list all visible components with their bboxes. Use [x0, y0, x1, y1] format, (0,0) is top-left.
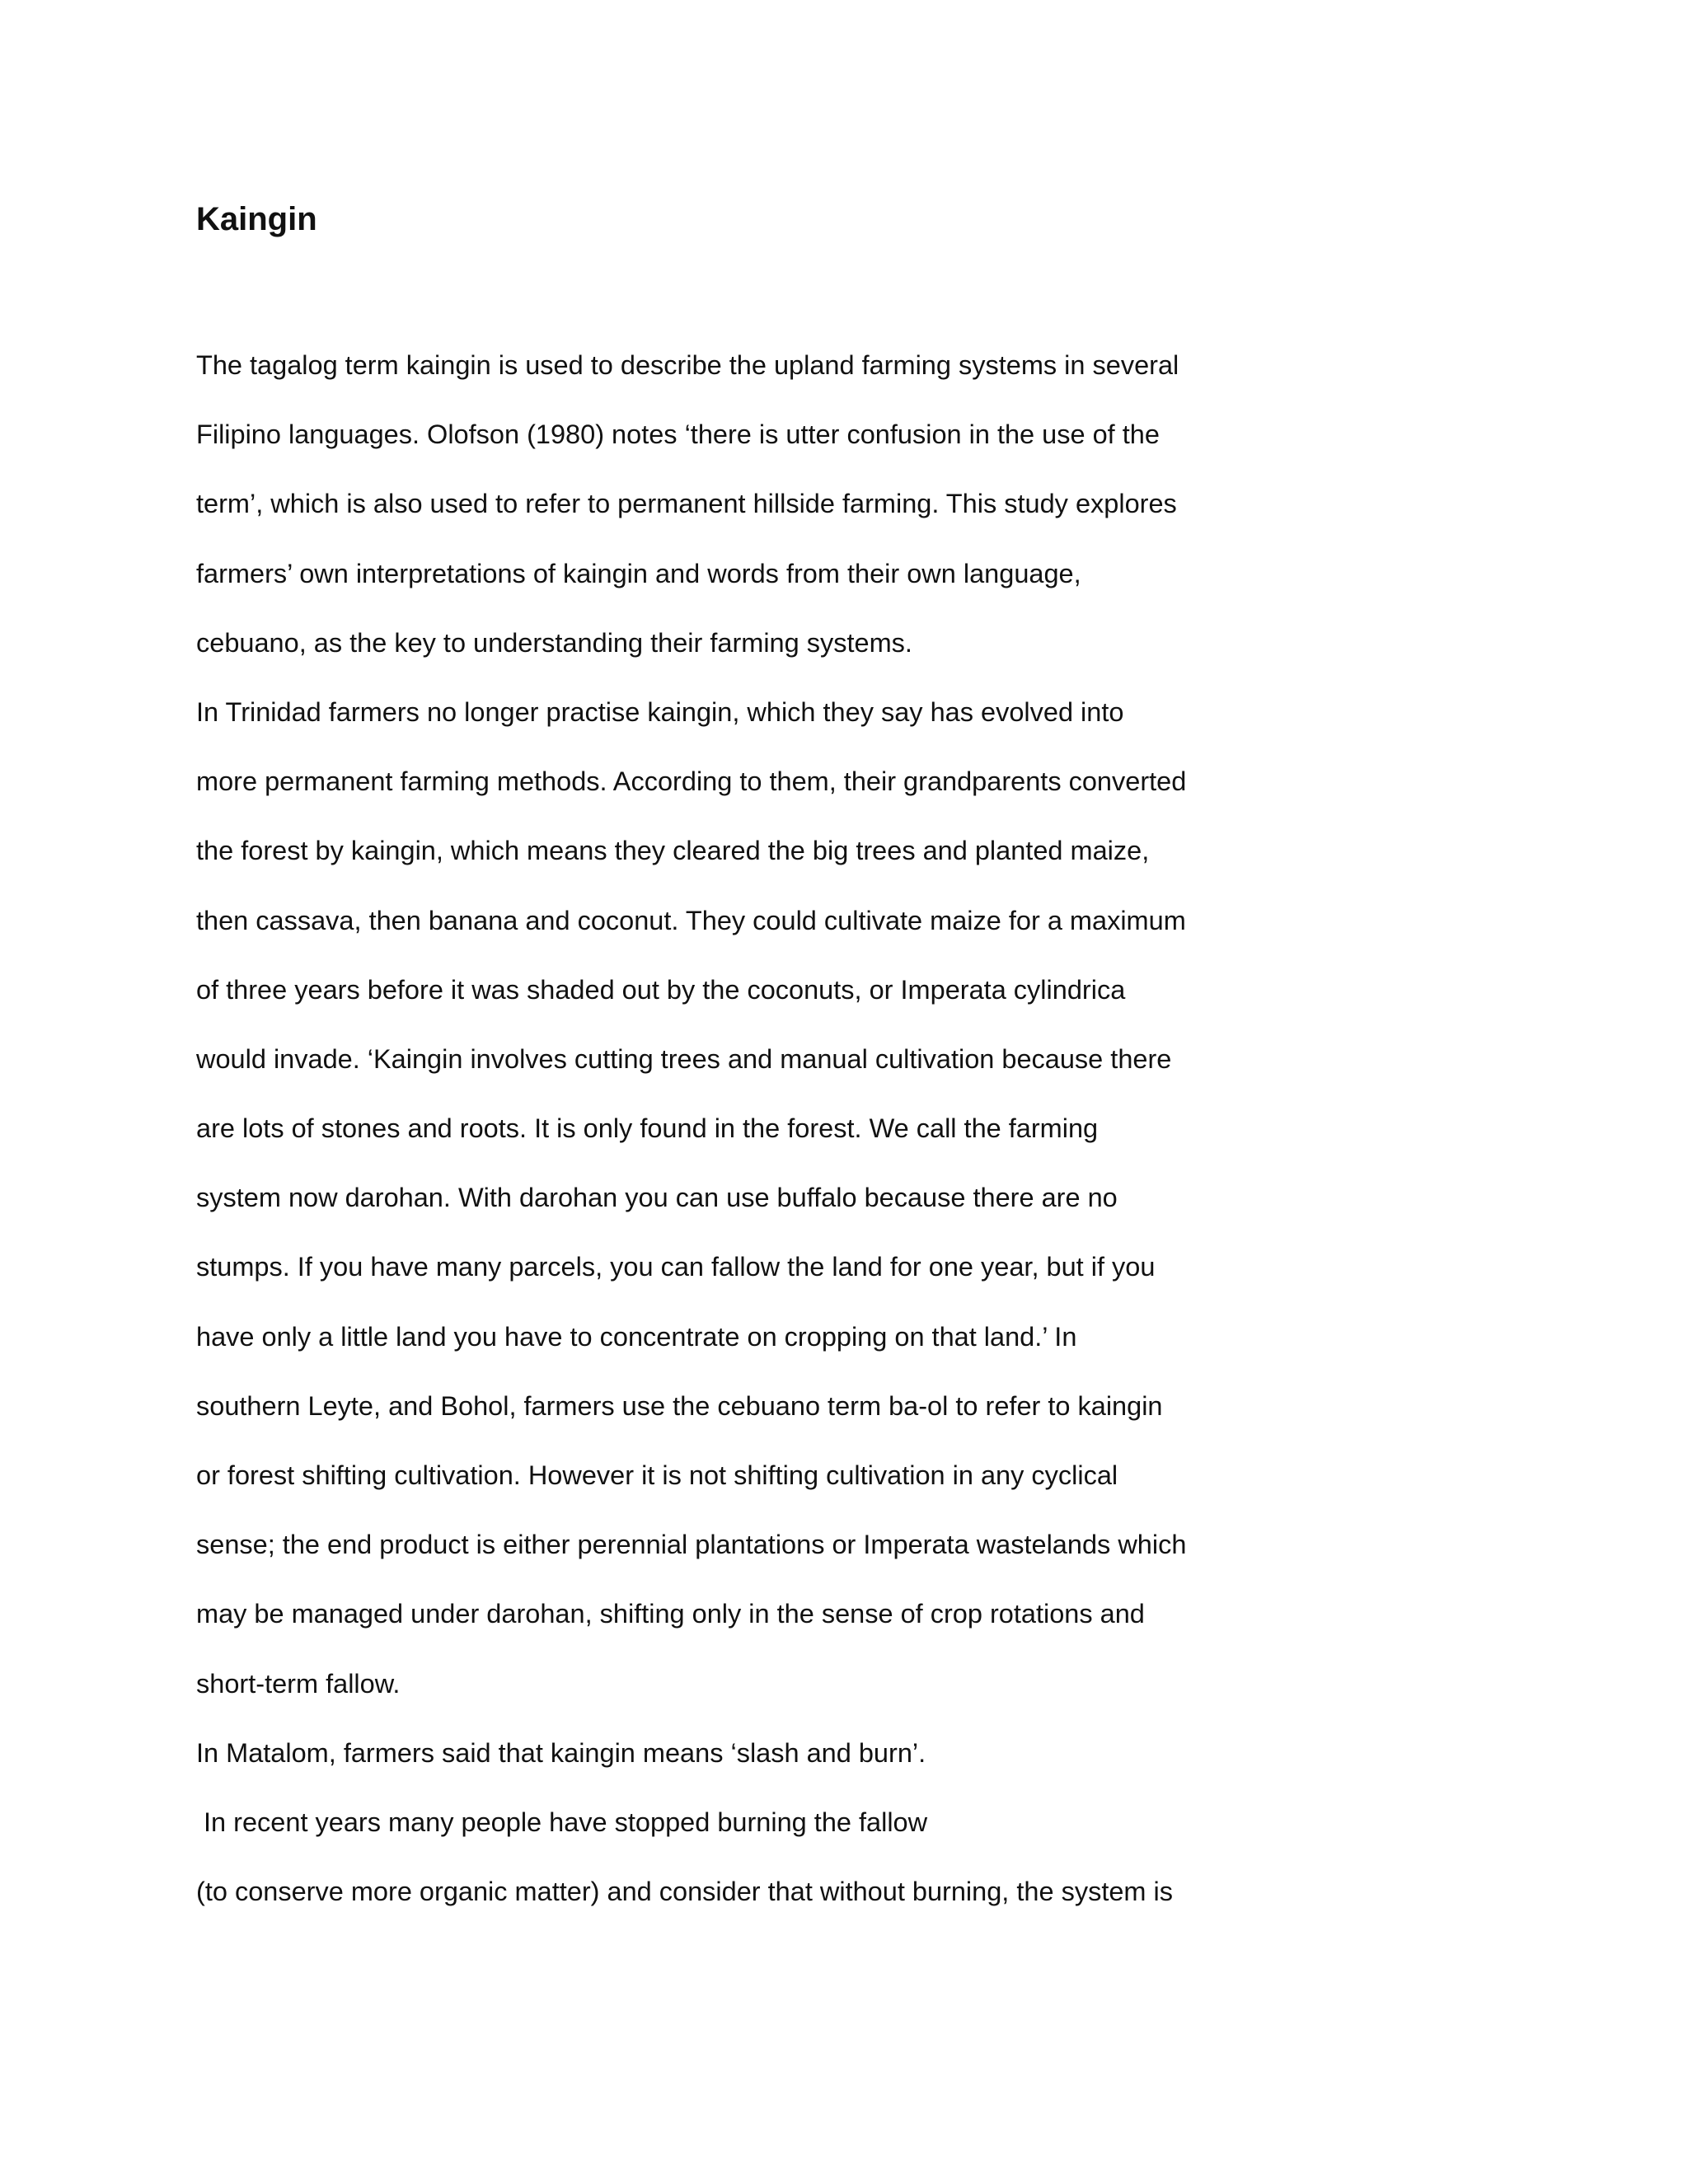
text-line: The tagalog term kaingin is used to describe the upland farming systems in several: [196, 350, 1179, 380]
text-line: In Trinidad farmers no longer practise kaingin, which they say has evolved into: [196, 696, 1124, 727]
text-line: In recent years many people have stopped burning the fallow: [196, 1807, 928, 1837]
text-line: farmers’ own interpretations of kaingin and words from their own language,: [196, 558, 1081, 588]
text-line: then cassava, then banana and coconut. They could cultivate maize for a maximum: [196, 905, 1186, 935]
text-line: Filipino languages. Olofson (1980) notes ‘there is utter confusion in the use of the: [196, 419, 1160, 450]
text-line: southern Leyte, and Bohol, farmers use the cebuano term ba-ol to refer to kaingin: [196, 1390, 1163, 1421]
document-title: Kaingin: [196, 201, 317, 237]
text-line: sense; the end product is either perennial plantations or Imperata wastelands which: [196, 1530, 1187, 1560]
text-line: more permanent farming methods. According to them, their grandparents converted: [196, 766, 1187, 797]
text-line: or forest shifting cultivation. However it is not shifting cultivation in any cyclical: [196, 1460, 1118, 1490]
text-line: have only a little land you have to concentrate on cropping on that land.’ In: [196, 1321, 1077, 1352]
text-line: are lots of stones and roots. It is only found in the forest. We call the farming: [196, 1113, 1099, 1144]
text-line: cebuano, as the key to understanding their farming systems.: [196, 627, 912, 658]
text-line: of three years before it was shaded out by the coconuts, or Imperata cylindrica: [196, 974, 1126, 1005]
text-line: short-term fallow.: [196, 1668, 401, 1699]
text-line: may be managed under darohan, shifting only in the sense of crop rotations and: [196, 1599, 1145, 1629]
text-line: In Matalom, farmers said that kaingin means ‘slash and burn’.: [196, 1737, 926, 1768]
text-line: would invade. ‘Kaingin involves cutting trees and manual cultivation because there: [196, 1043, 1172, 1074]
text-line: term’, which is also used to refer to permanent hillside farming. This study explores: [196, 489, 1177, 519]
text-line: the forest by kaingin, which means they cleared the big trees and planted maize,: [196, 836, 1150, 866]
document-body: [196, 340, 1515, 1935]
text-line: stumps. If you have many parcels, you can fallow the land for one year, but if you: [196, 1252, 1156, 1282]
text-line: (to conserve more organic matter) and consider that without burning, the system is: [196, 1877, 1173, 1907]
text-line: system now darohan. With darohan you can use buffalo because there are no: [196, 1183, 1118, 1213]
